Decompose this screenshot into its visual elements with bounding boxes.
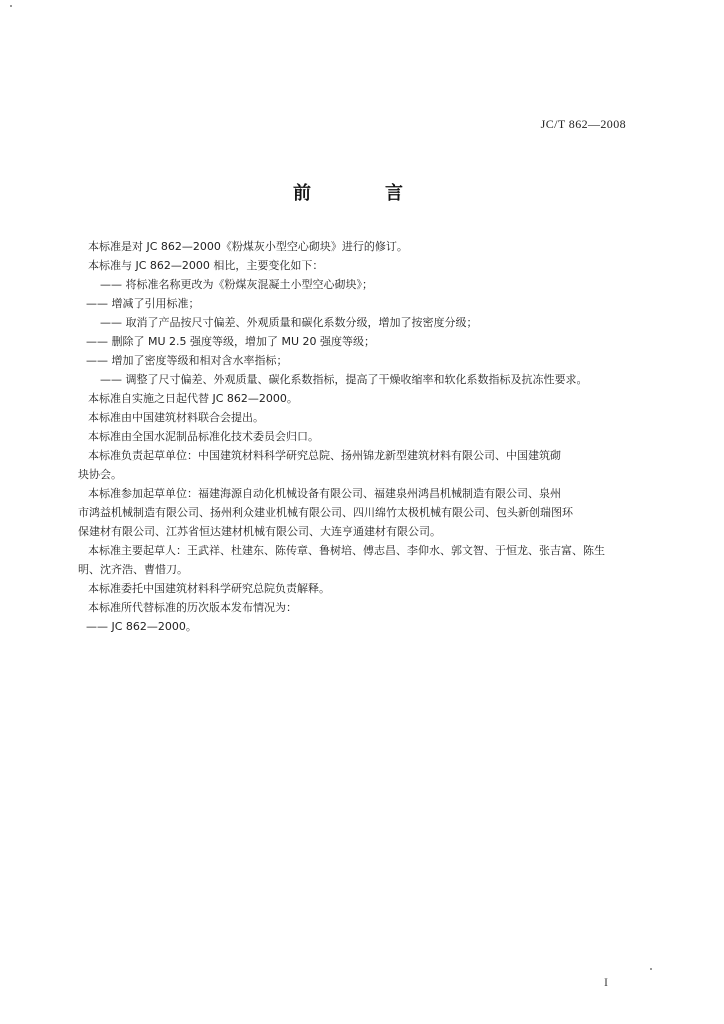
paragraph-participating-units-cont: 保建材有限公司、江苏省恒达建材机械有限公司、大连亨通建材有限公司。 — [78, 525, 441, 538]
scan-speck — [10, 5, 12, 7]
paragraph-proposed-by: 本标准由中国建筑材料联合会提出。 — [88, 411, 264, 424]
paragraph-administered-by: 本标准由全国水泥制品标准化技术委员会归口。 — [88, 430, 319, 443]
list-item: —— 增减了引用标准； — [86, 297, 200, 310]
list-item: —— 调整了尺寸偏差、外观质量、碳化系数指标，提高了干燥收缩率和软化系数指标及抗冻性要求。 — [100, 373, 588, 386]
list-item: —— 取消了产品按尺寸偏差、外观质量和碳化系数分级，增加了按密度分级； — [100, 316, 478, 329]
foreword-body — [78, 237, 632, 636]
scan-speck — [650, 968, 652, 970]
paragraph-history-intro: 本标准所代替标准的历次版本发布情况为： — [88, 601, 297, 614]
list-item: —— 增加了密度等级和相对含水率指标； — [86, 354, 288, 367]
page-number: I — [604, 975, 608, 989]
paragraph-main-drafters-cont: 明、沈齐浩、曹惜刀。 — [78, 563, 188, 576]
list-item: —— 将标准名称更改为《粉煤灰混凝土小型空心砌块》； — [100, 278, 373, 291]
standard-number: JC/T 862—2008 — [540, 117, 626, 131]
page-title: 前 言 — [293, 183, 431, 204]
paragraph-drafting-unit-cont: 块协会。 — [78, 468, 122, 481]
paragraph-replaces: 本标准自实施之日起代替 JC 862—2000。 — [88, 392, 298, 405]
paragraph-changes-intro: 本标准与 JC 862—2000 相比，主要变化如下： — [88, 259, 324, 272]
list-item: —— JC 862—2000。 — [86, 620, 197, 633]
paragraph-main-drafters: 本标准主要起草人：王武祥、杜建东、陈传章、鲁树培、傅志昌、李仰水、郭文智、于恒龙、张吉富、陈生 — [88, 544, 605, 557]
paragraph-interpretation: 本标准委托中国建筑材料科学研究总院负责解释。 — [88, 582, 330, 595]
paragraph-drafting-unit: 本标准负责起草单位：中国建筑材料科学研究总院、扬州锦龙新型建筑材料有限公司、中国建筑砌 — [88, 449, 561, 462]
paragraph-participating-units-cont: 市鸿益机械制造有限公司、扬州利众建业机械有限公司、四川绵竹太极机械有限公司、包头新创瑞图环 — [78, 506, 573, 519]
paragraph-revision: 本标准是对 JC 862—2000《粉煤灰小型空心砌块》进行的修订。 — [88, 240, 408, 253]
paragraph-participating-units: 本标准参加起草单位：福建海源自动化机械设备有限公司、福建泉州鸿昌机械制造有限公司、泉州 — [88, 487, 561, 500]
list-item: —— 删除了 MU 2.5 强度等级，增加了 MU 20 强度等级； — [86, 335, 376, 348]
